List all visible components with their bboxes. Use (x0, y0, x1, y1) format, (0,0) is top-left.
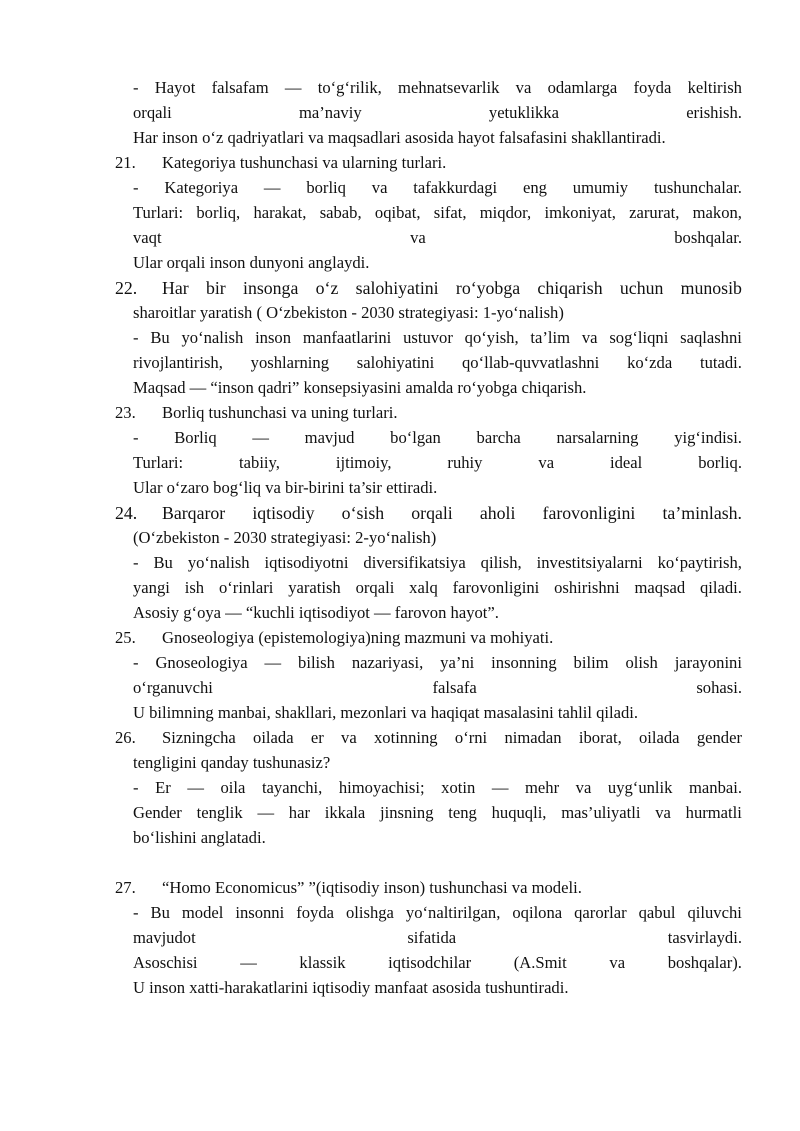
word: insonni (235, 903, 285, 922)
word: va (581, 328, 598, 347)
word: aholi (479, 503, 516, 523)
word: oshirishni (554, 578, 620, 597)
word: tasvirlaydi. (667, 928, 742, 947)
word: hurmatli (685, 803, 742, 822)
word: — (264, 653, 282, 672)
text-line (133, 928, 742, 948)
item-heading (162, 728, 742, 748)
word: tabiiy, (239, 453, 280, 472)
word: va (575, 778, 592, 797)
item-number: 21. (115, 153, 136, 172)
word: imkoniyat, (544, 203, 616, 222)
word: ruhiy (447, 453, 483, 472)
word: ish (184, 578, 205, 597)
word: Bu (150, 903, 170, 922)
word: sohasi. (696, 678, 742, 697)
word: oqilona (512, 903, 563, 922)
word: Bu (150, 328, 170, 347)
item-number: 24. (115, 503, 138, 523)
word: o‘rinlari (218, 578, 274, 597)
word: diversifikatsiya (363, 553, 466, 572)
text-line (133, 578, 742, 598)
word: yetuklikka (488, 103, 559, 122)
word: - (133, 653, 139, 672)
word: bilim (573, 653, 609, 672)
text-line: U bilimning manbai, shakllari, mezonlari va haqiqat masalasini tahlil qiladi. (133, 703, 639, 722)
word: insonga (243, 278, 299, 298)
word: Gender (133, 803, 182, 822)
word: — (257, 803, 275, 822)
word: huquqli, (491, 803, 547, 822)
word: tutadi. (699, 353, 742, 372)
word: erishish. (686, 103, 742, 122)
word: - (133, 903, 139, 922)
word: mehr (525, 778, 560, 797)
word: — (491, 778, 509, 797)
word: — (240, 953, 257, 972)
word: klassik (299, 953, 346, 972)
word: sog‘liqni (609, 328, 669, 347)
word: harakat, (253, 203, 307, 222)
word: mavjud (304, 428, 355, 447)
word: to‘g‘rilik, (317, 78, 382, 97)
word: Kategoriya (164, 178, 239, 197)
word: tenglik (196, 803, 243, 822)
word: — (252, 428, 269, 447)
word: Barqaror (162, 503, 226, 523)
text-line: U inson xatti-harakatlarini iqtisodiy manfaat asosida tushuntiradi. (133, 978, 569, 997)
text-line (133, 428, 742, 448)
word: model (181, 903, 224, 922)
word: yangi (133, 578, 170, 597)
word: - (133, 78, 139, 97)
word: ro‘yobga (455, 278, 521, 298)
text-line (133, 778, 742, 798)
text-line: (O‘zbekiston - 2030 strategiyasi: 2-yo‘nalish) (133, 528, 437, 547)
word: uyg‘unlik (607, 778, 673, 797)
text-line: Asosiy g‘oya — “kuchli iqtisodiyot — farovon hayot”. (133, 603, 499, 622)
word: Borliq (174, 428, 217, 447)
word: Har (162, 278, 189, 298)
word: xotin (441, 778, 476, 797)
word: falsafa (432, 678, 477, 697)
word: boshqalar. (674, 228, 742, 247)
word: yo‘naltirilgan, (405, 903, 501, 922)
word: falsafam (211, 78, 269, 97)
word: qilish, (480, 553, 522, 572)
word: sifat, (433, 203, 467, 222)
word: umumiy (572, 178, 629, 197)
word: — (263, 178, 281, 197)
word: himoyachisi; (338, 778, 425, 797)
word: - (133, 778, 139, 797)
word: Bu (153, 553, 173, 572)
word: va (410, 228, 426, 247)
word: ta’minlash. (662, 503, 742, 523)
text-line (133, 78, 742, 98)
word: iqtisodchilar (388, 953, 472, 972)
word: va (371, 178, 388, 197)
word: - (133, 178, 139, 197)
word: nazariyasi, (351, 653, 424, 672)
word: ta’lim (530, 328, 571, 347)
text-line: Ular o‘zaro bog‘liq va bir-birini ta’sir ettiradi. (133, 478, 438, 497)
word: yaratish (288, 578, 341, 597)
word: ko‘paytirish, (657, 553, 742, 572)
word: bilish (298, 653, 335, 672)
word: o‘sish (341, 503, 385, 523)
word: orqali (355, 578, 395, 597)
text-line (133, 953, 742, 973)
word: jarayonini (674, 653, 742, 672)
word: makon, (692, 203, 742, 222)
item-heading: Gnoseologiya (epistemologiya)ning mazmuni va mohiyati. (162, 628, 554, 647)
word: o‘rni (454, 728, 488, 747)
word: yo‘nalish (187, 553, 250, 572)
word: oqibat, (374, 203, 421, 222)
word: bo‘lgan (390, 428, 441, 447)
word: manbai. (689, 778, 742, 797)
word: iqtisodiy (252, 503, 315, 523)
item-number: 27. (115, 878, 136, 897)
word: inson (255, 328, 292, 347)
word: o‘rganuvchi (133, 678, 213, 697)
word: gender (696, 728, 742, 747)
word: miqdor, (479, 203, 532, 222)
word: zarurat, (629, 203, 680, 222)
text-line (133, 178, 742, 198)
item-number: 23. (115, 403, 136, 422)
word: uchun (619, 278, 664, 298)
text-line: tengligini qanday tushunasiz? (133, 753, 331, 772)
word: qo‘yish, (464, 328, 519, 347)
word: ikkala (324, 803, 366, 822)
word: rivojlantirish, (133, 353, 223, 372)
word: - (133, 428, 139, 447)
word: va (538, 453, 555, 472)
word: tayanchi, (261, 778, 323, 797)
word: mas’uliyatli (561, 803, 641, 822)
word: farovonligini (542, 503, 636, 523)
word: foyda (296, 903, 334, 922)
word: boshqalar). (667, 953, 742, 972)
word: chiqarish (537, 278, 603, 298)
word: yoshlarning (250, 353, 329, 372)
word: oila (220, 778, 246, 797)
word: manfaatlarini (302, 328, 392, 347)
word: Hayot (154, 78, 196, 97)
item-heading: “Homo Economicus” ”(iqtisodiy inson) tushunchasi va modeli. (162, 878, 582, 897)
word: ustuvor (403, 328, 453, 347)
word: Turlari: (133, 203, 184, 222)
word: sifatida (407, 928, 457, 947)
text-line (133, 353, 742, 373)
word: - (133, 553, 139, 572)
word: munosib (680, 278, 742, 298)
item-number: 25. (115, 628, 136, 647)
word: iqtisodiyotni (264, 553, 349, 572)
text-line (133, 903, 742, 923)
text-line (133, 553, 742, 573)
word: farovonligini (452, 578, 540, 597)
word: va (515, 78, 532, 97)
word: yig‘indisi. (674, 428, 742, 447)
word: yo‘nalish (181, 328, 244, 347)
item-number: 26. (115, 728, 136, 747)
word: odamlarga (547, 78, 618, 97)
word: qiluvchi (687, 903, 742, 922)
text-line: bo‘lishini anglatadi. (133, 828, 266, 847)
word: iborat, (578, 728, 622, 747)
word: ya’ni (440, 653, 475, 672)
item-number: 22. (115, 278, 138, 298)
word: orqali (411, 503, 453, 523)
word: olish (625, 653, 658, 672)
word: xalq (409, 578, 438, 597)
word: borliq. (698, 453, 742, 472)
word: vaqt (133, 228, 162, 247)
text-line: sharoitlar yaratish ( O‘zbekiston - 2030 strategiyasi: 1-yo‘nalish) (133, 303, 564, 322)
word: sabab, (319, 203, 362, 222)
word: qarorlar (574, 903, 627, 922)
word: barcha (476, 428, 521, 447)
word: salohiyatini (355, 278, 439, 298)
word: har (288, 803, 310, 822)
word: salohiyatini (356, 353, 435, 372)
word: xotinning (373, 728, 438, 747)
word: mavjudot (133, 928, 196, 947)
word: — (187, 778, 204, 797)
word: - (133, 328, 139, 347)
word: va (341, 728, 357, 747)
text-line: Maqsad — “inson qadri” konsepsiyasini amalda ro‘yobga chiqarish. (133, 378, 587, 397)
text-line: Ular orqali inson dunyoni anglaydi. (133, 253, 370, 272)
word: tafakkurdagi (413, 178, 498, 197)
text-line (133, 228, 742, 248)
text-line (133, 453, 742, 473)
word: investitsiyalarni (536, 553, 643, 572)
text-line (133, 678, 742, 698)
word: foyda (633, 78, 672, 97)
word: Sizningcha (162, 728, 236, 747)
word: teng (448, 803, 477, 822)
word: keltirish (687, 78, 742, 97)
word: va (655, 803, 671, 822)
word: oilada (639, 728, 680, 747)
word: — (284, 78, 302, 97)
word: insonning (491, 653, 557, 672)
word: orqali (133, 103, 172, 122)
word: jinsning (380, 803, 434, 822)
word: nimadan (504, 728, 562, 747)
word: Gnoseologiya (155, 653, 248, 672)
text-line (133, 653, 742, 673)
word: ideal (610, 453, 643, 472)
text-line (133, 103, 742, 123)
word: borliq (306, 178, 346, 197)
word: Er (155, 778, 171, 797)
word: qo‘llab-quvvatlashni (461, 353, 600, 372)
word: qabul (638, 903, 676, 922)
word: oilada (253, 728, 294, 747)
item-heading (162, 278, 742, 298)
word: (A.Smit (513, 953, 567, 972)
word: olishga (345, 903, 394, 922)
word: Turlari: (133, 453, 184, 472)
word: o‘z (315, 278, 339, 298)
word: narsalarning (556, 428, 639, 447)
word: bir (205, 278, 226, 298)
item-heading (162, 503, 742, 523)
word: Asoschisi (133, 953, 198, 972)
word: saqlashni (680, 328, 742, 347)
word: eng (522, 178, 547, 197)
word: er (310, 728, 324, 747)
text-line: Har inson o‘z qadriyatlari va maqsadlari asosida hayot falsafasini shakllantiradi. (133, 128, 666, 147)
word: ma’naviy (298, 103, 362, 122)
text-line (133, 803, 742, 823)
word: ko‘zda (627, 353, 673, 372)
word: ijtimoiy, (335, 453, 392, 472)
word: va (609, 953, 626, 972)
item-heading: Borliq tushunchasi va uning turlari. (162, 403, 398, 422)
word: qiladi. (700, 578, 742, 597)
word: mehnatsevarlik (398, 78, 500, 97)
word: maqsad (634, 578, 686, 597)
word: borliq, (196, 203, 241, 222)
text-line (133, 203, 742, 223)
item-heading: Kategoriya tushunchasi va ularning turlari. (162, 153, 447, 172)
text-line (133, 328, 742, 348)
word: tushunchalar. (653, 178, 742, 197)
